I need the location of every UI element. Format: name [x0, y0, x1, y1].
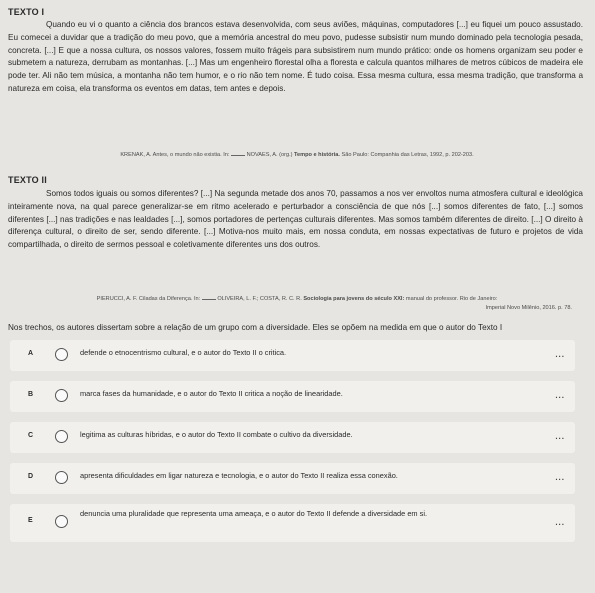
- more-options-icon[interactable]: ...: [555, 473, 565, 482]
- text1-citation-editor: NOVAES, A. (org.): [246, 152, 293, 158]
- text2-citation-editor: OLIVEIRA, L. F.; COSTA, R. C. R.: [217, 296, 302, 302]
- text1-citation: [8, 150, 586, 160]
- more-options-icon[interactable]: ...: [555, 391, 565, 400]
- radio-button[interactable]: [55, 430, 68, 443]
- radio-button[interactable]: [55, 471, 68, 484]
- option-letter: E: [28, 517, 33, 524]
- text2-citation-imprint: Imperial Novo Milênio, 2016. p. 78.: [485, 305, 572, 311]
- option-e[interactable]: [10, 504, 575, 542]
- citation-blank-line: [231, 150, 245, 156]
- more-options-icon[interactable]: ...: [555, 350, 565, 359]
- text2-body: Somos todos iguais ou somos diferentes? [...] Na segunda metade dos anos 70, passamos a nos ver envoltos numa atmosfera cultural e ideológica inteiramente nova, na qual parece generalizar-se em ritmo acelerado e perturbador a consciência de que nós [...] somos diferentes de fato, [...] somos diferentes [...] nas tradições e nas lealdades [...], somos portadores de pertenças culturais diferentes. Mas somos também diferentes de direito. [...] O direito à diferença cultural, o direito de ser, sendo diferente. [...] Motiva-nos muito mais, em nossa conduta, em nossas expectativas de futuro e projetos de vida compartilhada, o direito de sermos pessoal e coletivamente diferentes uns dos outros.: [8, 189, 583, 250]
- text1-citation-author: KRENAK, A. Antes, o mundo não existia. In:: [120, 152, 230, 158]
- text2-citation: [8, 294, 586, 313]
- text1-citation-publisher: São Paulo: Companhia das Letras, 1992, p. 202-203.: [341, 152, 474, 158]
- text2-citation-publisher: manual do professor. Rio de Janeiro:: [405, 296, 498, 302]
- radio-button[interactable]: [55, 389, 68, 402]
- text1-body: Quando eu vi o quanto a ciência dos brancos estava desenvolvida, com seus aviões, máquinas, computadores [...] eu fiquei um pouco assustado. Eu comecei a duvidar que a tradição do meu povo, que a memória ancestral do meu povo, pudesse subsistir num mundo dominado pela tecnologia pesada, concreta. [...] E que a nossa cultura, os nossos valores, fossem muito frágeis para subsistirem num mundo prático: onde os homens organizam seu poder e submetem a natureza, derrubam as montanhas. [...] Mas um engenheiro florestal olha a floresta e calcula quantos milhares de metros cúbicos de madeira ele pode ter. Ali não tem música, a montanha não tem humor, e o rio não tem nome. É tudo coisa. Essa mesma cultura, essa mesma tradição, que transforma a natureza em coisa, ela transforma os eventos em datas, tem antes e depois.: [8, 20, 583, 93]
- option-text: marca fases da humanidade, e o autor do Texto II critica a noção de linearidade.: [80, 389, 343, 398]
- option-letter: C: [28, 432, 34, 439]
- option-letter: A: [28, 350, 34, 357]
- option-letter: D: [28, 473, 34, 480]
- option-letter: B: [28, 391, 34, 398]
- more-options-icon[interactable]: ...: [555, 432, 565, 441]
- question-text: Nos trechos, os autores dissertam sobre a relação de um grupo com a diversidade. Eles se opõem na medida em que o autor do Texto I: [8, 323, 503, 332]
- option-text: apresenta dificuldades em ligar natureza e tecnologia, e o autor do Texto II realiza essa conexão.: [80, 471, 398, 480]
- text2-heading: TEXTO II: [8, 175, 47, 185]
- option-c[interactable]: [10, 422, 575, 453]
- text2-citation-author: PIERUCCI, A. F. Ciladas da Diferença. In:: [96, 296, 201, 302]
- text1-citation-title: Tempo e história.: [294, 152, 340, 158]
- citation-blank-line: [202, 294, 216, 300]
- option-b[interactable]: [10, 381, 575, 412]
- option-text: defende o etnocentrismo cultural, e o autor do Texto II o critica.: [80, 348, 287, 357]
- radio-button[interactable]: [55, 348, 68, 361]
- more-options-icon[interactable]: ...: [555, 518, 565, 527]
- option-text: denuncia uma pluralidade que representa uma ameaça, e o autor do Texto II defende a diversidade em si.: [80, 509, 428, 518]
- option-text: legitima as culturas híbridas, e o autor do Texto II combate o cultivo da diversidade.: [80, 430, 353, 439]
- option-d[interactable]: [10, 463, 575, 494]
- radio-button[interactable]: [55, 515, 68, 528]
- text1-heading: TEXTO I: [8, 7, 45, 17]
- option-a[interactable]: [10, 340, 575, 371]
- text2-citation-title: Sociologia para jovens do século XXI:: [303, 296, 405, 302]
